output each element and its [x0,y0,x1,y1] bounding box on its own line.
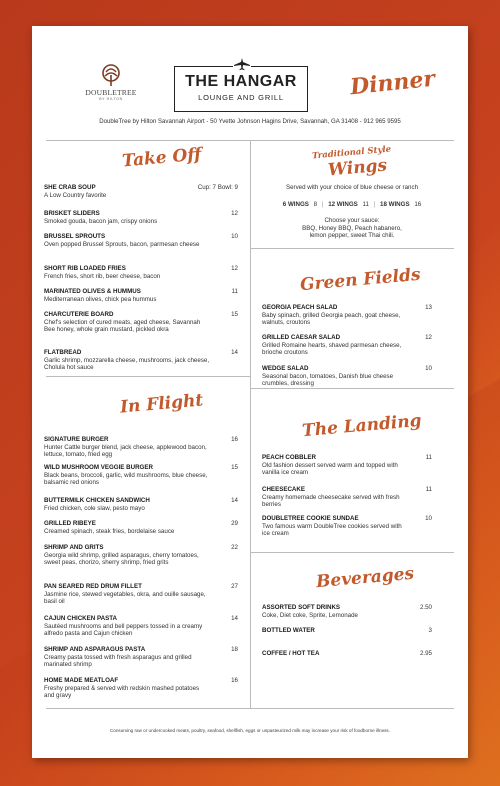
wings-title-top: Traditional Style [311,144,392,162]
menu-item-price: 13 [425,304,432,311]
menu-item-description: Coke, Diet coke, Sprite, Lemonade [262,611,358,619]
menu-item-price: 16 [231,436,238,443]
menu-item-price: 15 [231,311,238,318]
menu-item-description: Smoked gouda, bacon jam, crispy onions [44,217,158,225]
menu-item-price: Cup: 7 Bowl: 9 [197,184,238,191]
menu-item-name: HOME MADE MEATLOAF [44,677,119,684]
menu-item [44,184,238,199]
menu-item [44,615,238,638]
right-divider-2 [250,388,454,389]
menu-item-description: Jasmine rice, stewed vegetables, okra, and ouille sausage, basil oil [44,590,206,606]
menu-item [44,544,238,567]
menu-item [44,677,238,700]
menu-item-name: PEACH COBBLER [262,454,316,461]
menu-item-name: CHEESECAKE [262,486,305,493]
right-divider-1 [250,248,454,249]
wings-size-18: 18 WINGS [380,201,410,208]
menu-header [32,26,468,141]
menu-item [44,646,238,669]
wings-intro: Served with your choice of blue cheese or ranch [285,184,419,191]
menu-item-price: 15 [231,464,238,471]
plane-icon [233,57,251,71]
take-off-title: Take Off [121,144,203,172]
wings-size-12: 12 WINGS [328,201,358,208]
logo-text: DOUBLETREE [85,88,137,97]
wings-sauce-line-2: lemon pepper, sweet Thai chili. [309,232,395,240]
wings-sauce-line-1: BBQ, Honey BBQ, Peach habanero, [302,224,402,232]
menu-item [44,233,238,248]
menu-item [44,583,238,606]
menu-item-name: GEORGIA PEACH SALAD [262,304,338,311]
landing-title: The Landing [301,410,423,442]
menu-item-name: BRISKET SLIDERS [44,210,100,217]
menu-item-description: Sautéed mushrooms and bell peppers tossed in a creamy alfredo pasta and Cajun chicken [44,622,203,638]
menu-item-name: MARINATED OLIVES & HUMMUS [44,288,141,295]
menu-item-name: SHRIMP AND GRITS [44,544,104,551]
menu-item-price: 3 [428,627,432,634]
menu-item [262,627,432,635]
doubletree-logo [84,64,138,101]
wings-sauce-block [250,217,454,240]
menu-item-description: Freshy prepared & served with redskin mashed potatoes and gravy [44,684,200,700]
menu-item-name: FLATBREAD [44,349,82,356]
menu-item-description: Old fashion dessert served warm and topped with vanilla ice cream [262,461,398,477]
food-safety-disclaimer: Consuming raw or undercooked meats, poultry, seafood, shellfish, eggs or unpasteurized milk may increase your risk of foodborne illness. [109,728,391,733]
restaurant-subtitle: LOUNGE AND GRILL [198,93,284,102]
tree-icon [100,64,122,88]
wings-sizes: 6 WINGS 8 | 12 WINGS 11 | 18 WINGS 16 [282,201,422,208]
menu-item [44,520,238,535]
menu-item-name: PAN SEARED RED DRUM FILLET [44,583,142,590]
menu-item-description: Garlic shrimp, mozzarella cheese, mushrooms, jack cheese, Cholula hot sauce [44,356,210,372]
menu-item-price: 11 [231,288,238,295]
menu-item-price: 16 [231,677,238,684]
beverages-title: Beverages [315,563,415,593]
menu-item [44,265,238,280]
menu-item-description: Georgia wild shrimp, grilled asparagus, cherry tomatoes, sweet peas, chorizo, sherry shrimp, fried grits [44,551,199,567]
menu-item-description: Creamy pasta tossed with fresh asparagus and grilled marinated shrimp [44,653,192,669]
restaurant-name: THE HANGAR [185,73,297,90]
menu-item [262,454,432,477]
menu-item-description: Seasonal bacon, tomatoes, Danish blue cheese crumbles, dressing [262,372,394,388]
menu-item-description: Chef's selection of cured meats, aged cheese, Savannah Bee honey, whole grain mustard, pickled okra [44,318,201,334]
menu-item-description: Fried chicken, cole slaw, pesto mayo [44,504,145,512]
menu-item-name: BOTTLED WATER [262,627,315,634]
wings-price-18: 16 [414,201,422,208]
menu-item-name: SHE CRAB SOUP [44,184,96,191]
menu-item-name: CAJUN CHICKEN PASTA [44,615,117,622]
right-divider-3 [250,552,454,553]
logo-subtext: BY HILTON [99,97,123,101]
menu-item [44,497,238,512]
menu-item-price: 10 [425,515,432,522]
green-fields-title: Green Fields [299,264,422,296]
menu-item [44,436,238,459]
menu-item [262,304,432,327]
menu-item [44,464,238,487]
menu-item-price: 14 [231,615,238,622]
menu-item [262,650,432,658]
menu-item-price: 11 [425,454,432,461]
wings-size-6: 6 WINGS [282,201,309,208]
brand-box [174,66,308,112]
menu-item [262,515,432,538]
menu-item-price: 22 [231,544,238,551]
wings-price-6: 8 [313,201,318,208]
menu-item-name: WILD MUSHROOM VEGGIE BURGER [44,464,153,471]
menu-item-price: 12 [425,334,432,341]
menu-item-price: 2.95 [419,650,432,657]
menu-item-name: CHARCUTERIE BOARD [44,311,114,318]
menu-item [262,486,432,509]
address-line: DoubleTree by Hilton Savannah Airport - 50 Yvette Johnson Hagins Drive, Savannah, GA 31408 - 912 965 9595 [99,118,401,125]
menu-item-name: GRILLED CAESAR SALAD [262,334,341,341]
menu-item-description: Oven popped Brussel Sprouts, bacon, parmesan cheese [44,240,200,248]
menu-item [44,311,238,334]
menu-item-description: Mediterranean olives, chick pea hummus [44,295,157,303]
left-divider [46,376,250,377]
menu-item [262,365,432,388]
menu-item-description: Grilled Romaine hearts, shaved parmesan cheese, brioche croutons [262,341,402,357]
menu-item-name: SHRIMP AND ASPARAGUS PASTA [44,646,146,653]
menu-item-description: Baby spinach, grilled Georgia peach, goat cheese, walnuts, croutons [262,311,401,327]
menu-item-price: 14 [231,349,238,356]
wings-sauce-title: Choose your sauce: [324,217,380,224]
menu-item-name: DOUBLETREE COOKIE SUNDAE [262,515,359,522]
menu-item-price: 12 [231,265,238,272]
menu-item-name: COFFEE / HOT TEA [262,650,320,657]
menu-item-price: 10 [425,365,432,372]
menu-item-description: Creamy homemade cheesecake served with fresh berries [262,493,400,509]
menu-type-title: Dinner [348,65,437,101]
menu-item-description: Black beans, broccoli, garlic, wild mushrooms, blue cheese, balsamic red onions [44,471,208,487]
menu-item-price: 29 [231,520,238,527]
menu-item-description: Creamed spinach, steak fries, bordelaise sauce [44,527,175,535]
menu-item-description: A Low Country favorite [44,191,107,199]
menu-item [44,349,238,372]
menu-item-name: BUTTERMILK CHICKEN SANDWICH [44,497,150,504]
menu-item-price: 10 [231,233,238,240]
menu-item-name: SHORT RIB LOADED FRIES [44,265,126,272]
menu-item [262,604,432,619]
menu-item-name: BRUSSEL SPROUTS [44,233,106,240]
menu-item-description: French fries, short rib, beer cheese, bacon [44,272,161,280]
menu-item [262,334,432,357]
menu-item-price: 12 [231,210,238,217]
wings-price-12: 11 [362,201,369,208]
menu-page [32,26,468,758]
footer-divider [46,708,454,709]
menu-item-price: 27 [231,583,238,590]
in-flight-title: In Flight [119,390,205,418]
menu-item [44,288,238,303]
menu-item-price: 18 [231,646,238,653]
menu-item-price: 2.50 [419,604,432,611]
wings-title: Wings [327,155,388,181]
menu-item-name: SIGNATURE BURGER [44,436,109,443]
menu-item-description: Two famous warm DoubleTree cookies served with ice cream [262,522,402,538]
menu-item-price: 11 [425,486,432,493]
menu-item-price: 14 [231,497,238,504]
menu-item-name: WEDGE SALAD [262,365,309,372]
menu-item [44,210,238,225]
menu-item-description: Hunter Cattle burger blend, jack cheese, applewood bacon, lettuce, tomato, fried egg [44,443,207,459]
menu-item-name: ASSORTED SOFT DRINKS [262,604,341,611]
menu-item-name: GRILLED RIBEYE [44,520,96,527]
